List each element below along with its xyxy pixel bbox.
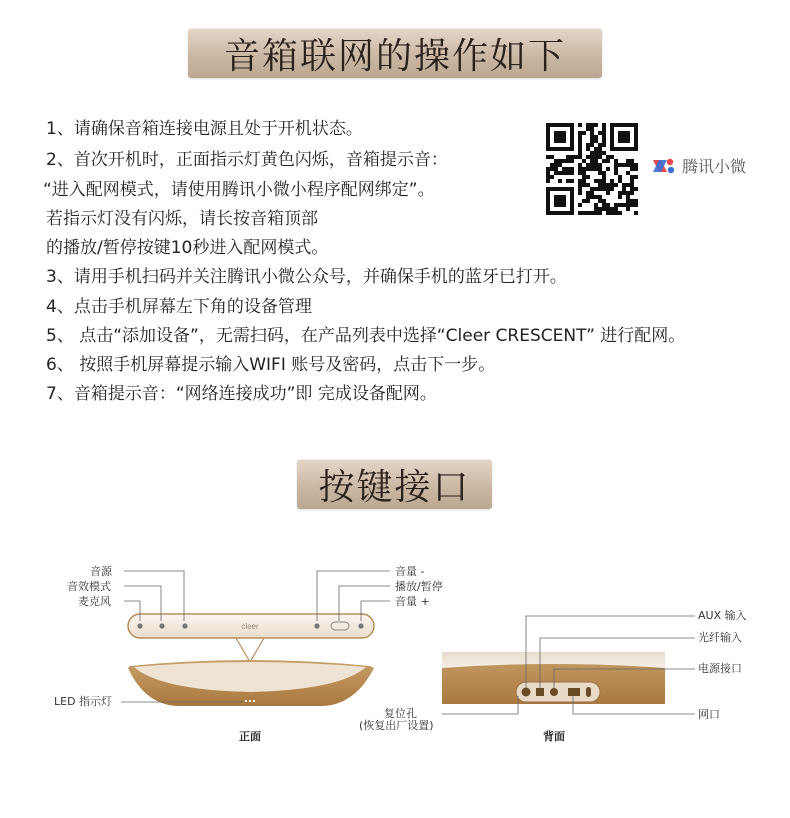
front-caption: 正面 [239,730,261,743]
label-led: LED 指示灯 [54,695,113,708]
step-line: 1、请确保音箱连接电源且处于开机状态。 [46,119,363,139]
step-line: 2、首次开机时，正面指示灯黄色闪烁，音箱提示音： [46,150,448,170]
label-source: 音源 [90,565,112,578]
power-port [550,688,558,696]
section-title-text: 按键接口 [318,466,471,508]
volume-up-button [358,623,363,628]
mic-hole [137,623,142,628]
back-device [442,652,665,704]
label-network: 网口 [698,708,720,721]
step-line: 5、 点击“添加设备”，无需扫码，在产品列表中选择“Cleer CRESCENT” 进行配网。 [46,326,686,346]
step-line: 4、点击手机屏幕左下角的设备管理 [46,297,312,317]
source-button [182,623,187,628]
qr-brand-label: 腾讯小微 [682,157,747,176]
step-line: 7、音箱提示音：“网络连接成功”即 完成设备配网。 [46,384,437,404]
step-line: 6、 按照手机屏幕提示输入WIFI 账号及密码，点击下一步。 [46,355,496,375]
step-line: 3、请用手机扫码并关注腾讯小微公众号，并确保手机的蓝牙已打开。 [46,267,567,287]
sound-mode-button [159,623,164,628]
device-logo-text: cleer [241,622,259,631]
volume-down-button [314,623,319,628]
optical-port [536,688,544,696]
network-port [568,688,580,696]
label-volume-up: 音量 + [395,595,430,608]
reset-hole [586,687,591,697]
label-reset-note: (恢复出厂设置) [359,719,434,732]
step-line: 若指示灯没有闪烁，请长按音箱顶部 [46,209,318,229]
label-optical: 光纤输入 [698,631,742,644]
aux-port [522,688,531,697]
label-sound-mode: 音效模式 [67,580,111,593]
label-power: 电源接口 [698,662,742,675]
label-aux: AUX 输入 [698,609,747,622]
label-reset: 复位孔 [384,707,417,720]
label-mic: 麦克风 [78,595,111,608]
back-caption: 背面 [543,730,565,743]
label-volume-down: 音量 - [395,565,425,578]
section-title-text: 音箱联网的操作如下 [223,35,566,77]
label-play-pause: 播放/暂停 [395,580,443,593]
step-line: 的播放/暂停按键10秒进入配网模式。 [46,238,329,258]
step-line: “进入配网模式，请使用腾讯小微小程序配网绑定”。 [43,180,435,200]
front-device [128,614,374,706]
